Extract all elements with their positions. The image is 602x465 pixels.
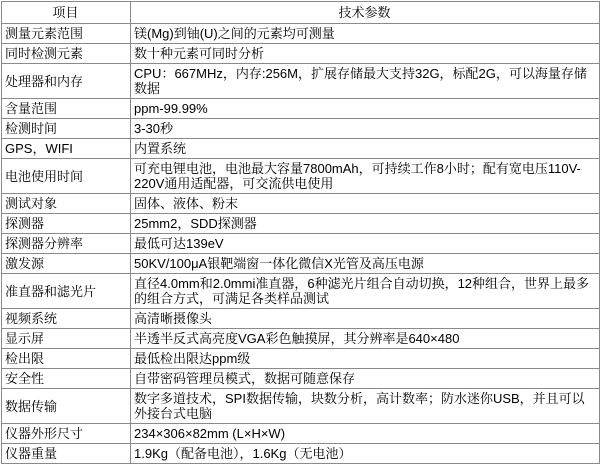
spec-item-label: 准直器和滤光片 bbox=[2, 274, 131, 309]
spec-value: 最低可达139eV bbox=[131, 234, 600, 254]
spec-value: 直径4.0mm和2.0mmi准直器，6种滤光片组合自动切换，12种组合，世界上最多的组合方式，可满足各类样品测试 bbox=[131, 274, 600, 309]
table-row bbox=[2, 389, 600, 424]
table-row bbox=[2, 349, 600, 369]
spec-value: 内置系统 bbox=[131, 139, 600, 159]
spec-item-label: 视频系统 bbox=[2, 309, 131, 329]
spec-item-label: 电池使用时间 bbox=[2, 159, 131, 194]
table-row bbox=[2, 274, 600, 309]
spec-value: 1.9Kg（配备电池），1.6Kg（无电池） bbox=[131, 444, 600, 464]
spec-value: 镁(Mg)到铀(U)之间的元素均可测量 bbox=[131, 24, 600, 44]
spec-value: 25mm2，SDD探测器 bbox=[131, 214, 600, 234]
spec-value: ppm-99.99% bbox=[131, 99, 600, 119]
spec-item-label: GPS，WIFI bbox=[2, 139, 131, 159]
spec-value: CPU：667MHz，内存:256M，扩展存储最大支持32G，标配2G，可以海量存储数据 bbox=[131, 64, 600, 99]
table-row bbox=[2, 99, 600, 119]
header-row bbox=[2, 2, 600, 24]
table-row bbox=[2, 119, 600, 139]
table-row bbox=[2, 309, 600, 329]
spec-value: 3-30秒 bbox=[131, 119, 600, 139]
spec-item-label: 测试对象 bbox=[2, 194, 131, 214]
spec-value: 数字多道技术，SPI数据传输，块数分析，高计数率；防水迷你USB，并且可以外接台式电脑 bbox=[131, 389, 600, 424]
table-row bbox=[2, 424, 600, 444]
spec-value: 234×306×82mm (L×H×W) bbox=[131, 424, 600, 444]
table-row bbox=[2, 329, 600, 349]
spec-value: 最低检出限达ppm级 bbox=[131, 349, 600, 369]
table-row bbox=[2, 24, 600, 44]
spec-table bbox=[1, 1, 600, 464]
spec-value: 数十种元素可同时分析 bbox=[131, 44, 600, 64]
spec-item-label: 仪器重量 bbox=[2, 444, 131, 464]
spec-item-label: 处理器和内存 bbox=[2, 64, 131, 99]
spec-item-label: 检出限 bbox=[2, 349, 131, 369]
table-row bbox=[2, 234, 600, 254]
table-row bbox=[2, 64, 600, 99]
spec-item-label: 含量范围 bbox=[2, 99, 131, 119]
table-row bbox=[2, 369, 600, 389]
spec-value: 可充电锂电池，电池最大容量7800mAh，可持续工作8小时；配有宽电压110V-220V通用适配器，可交流供电使用 bbox=[131, 159, 600, 194]
spec-value: 半透半反式高亮度VGA彩色触摸屏，其分辨率是640×480 bbox=[131, 329, 600, 349]
spec-value: 自带密码管理员模式，数据可随意保存 bbox=[131, 369, 600, 389]
spec-item-label: 探测器分辨率 bbox=[2, 234, 131, 254]
spec-table-body bbox=[2, 24, 600, 464]
spec-item-label: 激发源 bbox=[2, 254, 131, 274]
spec-item-label: 同时检测元素 bbox=[2, 44, 131, 64]
table-row bbox=[2, 254, 600, 274]
spec-value: 高清晰摄像头 bbox=[131, 309, 600, 329]
column-header-params: 技术参数 bbox=[131, 2, 600, 24]
table-row bbox=[2, 214, 600, 234]
table-row bbox=[2, 444, 600, 464]
column-header-item: 项目 bbox=[2, 2, 131, 24]
table-row bbox=[2, 159, 600, 194]
spec-item-label: 测量元素范围 bbox=[2, 24, 131, 44]
spec-item-label: 仪器外形尺寸 bbox=[2, 424, 131, 444]
table-row bbox=[2, 139, 600, 159]
spec-value: 固体、液体、粉末 bbox=[131, 194, 600, 214]
spec-item-label: 显示屏 bbox=[2, 329, 131, 349]
spec-item-label: 检测时间 bbox=[2, 119, 131, 139]
spec-item-label: 探测器 bbox=[2, 214, 131, 234]
table-row bbox=[2, 194, 600, 214]
table-row bbox=[2, 44, 600, 64]
spec-item-label: 数据传输 bbox=[2, 389, 131, 424]
spec-item-label: 安全性 bbox=[2, 369, 131, 389]
spec-value: 50KV/100μA银靶端窗一体化微信X光管及高压电源 bbox=[131, 254, 600, 274]
